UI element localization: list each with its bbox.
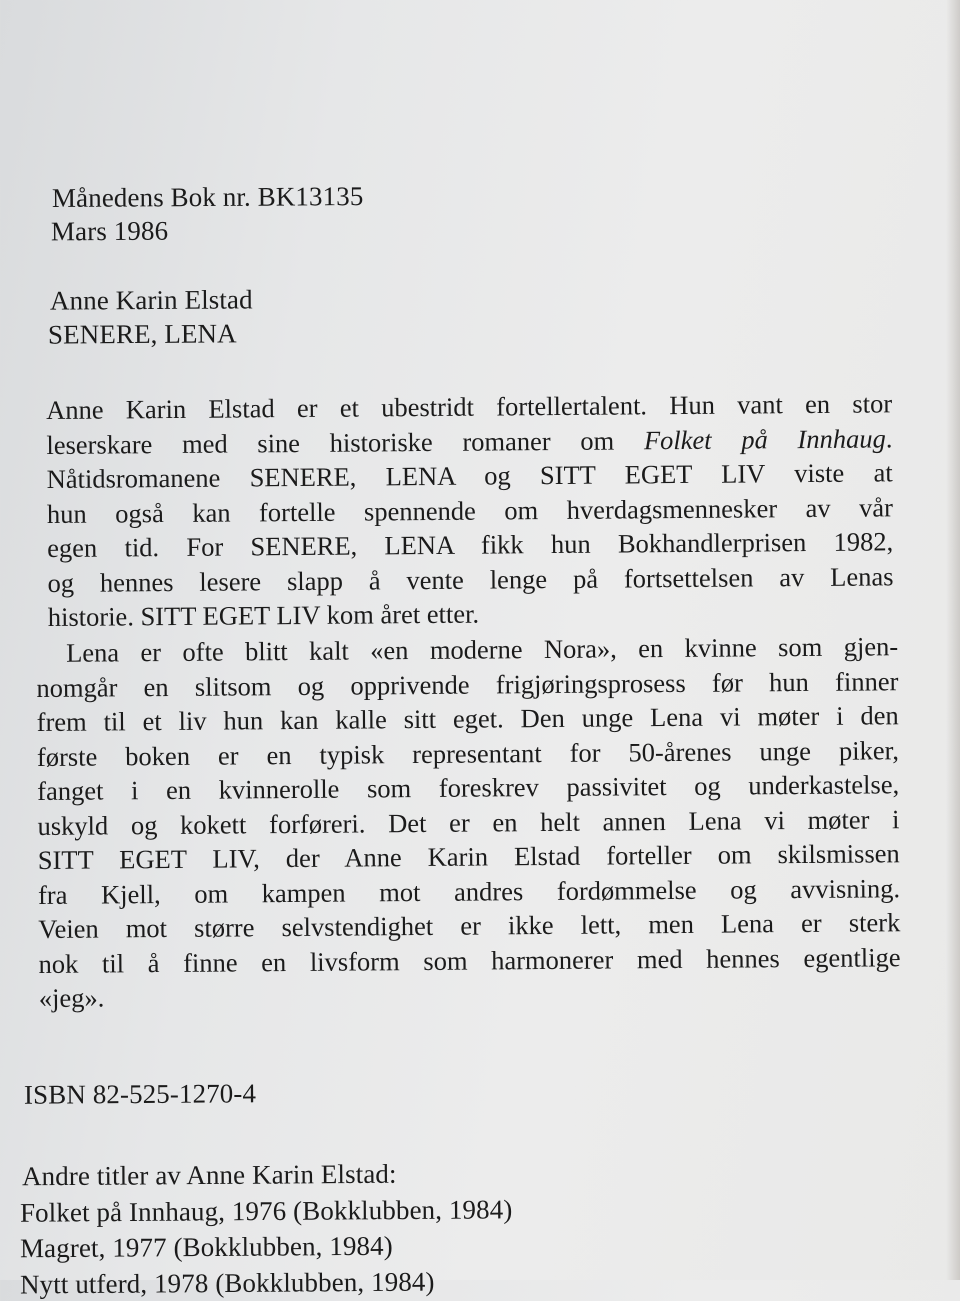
other-title-item: Nytt utferd, 1978 (Bokklubben, 1984) bbox=[19, 1266, 435, 1300]
description-paragraph-1 bbox=[46, 386, 894, 634]
page-edge-shadow bbox=[946, 0, 960, 1280]
author-name: Anne Karin Elstad bbox=[49, 284, 253, 316]
club-number-line: Månedens Bok nr. BK13135 bbox=[51, 181, 364, 213]
paragraph-line-with-italic: leserskare med sine historiske romaner om Folket på Innhaug. bbox=[46, 422, 893, 460]
paragraph-line: Anne Karin Elstad er et ubestridt fortellertalent. Hun vant en stor bbox=[46, 388, 893, 425]
paragraph-line: fra Kjell, om kampen mot andres fordømmelse og avvisning. bbox=[37, 872, 901, 910]
paragraph-line: frem til et liv hun kan kalle sitt eget. Den unge Lena vi møter i den bbox=[36, 700, 899, 737]
paragraph-line: nomgår en slitsom og opprivende frigjøringsprosess før hun finner bbox=[36, 665, 899, 703]
paragraph-line: fanget i en kvinnerolle som foreskrev passivitet og underkastelse, bbox=[37, 769, 900, 806]
paragraph-line: nok til å finne en livsform som harmonerer med hennes egentlige bbox=[38, 941, 901, 979]
paragraph-line: første boken er en typisk representant for 50-årenes unge piker, bbox=[36, 734, 900, 772]
paragraph-line: SITT EGET LIV, der Anne Karin Elstad forteller om skilsmissen bbox=[37, 838, 900, 875]
other-titles-heading: Andre titler av Anne Karin Elstad: bbox=[21, 1158, 397, 1192]
other-title-item: Magret, 1977 (Bokklubben, 1984) bbox=[19, 1230, 393, 1264]
paragraph-line: hun også kan fortelle spennende om hverdagsmennesker av vår bbox=[46, 491, 894, 529]
paragraph-line: egen tid. For SENERE, LENA fikk hun Bokhandlerprisen 1982, bbox=[47, 526, 894, 563]
italic-book-title: Folket på Innhaug bbox=[643, 422, 886, 455]
book-title: SENERE, LENA bbox=[47, 318, 237, 350]
paragraph-line: historie. SITT EGET LIV kom året etter. bbox=[47, 598, 480, 632]
description-paragraph-2 bbox=[36, 629, 901, 1015]
paragraph-line: Nåtidsromanene SENERE, LENA og SITT EGET LIV viste at bbox=[46, 457, 893, 494]
paragraph-line: Lena er ofte blitt kalt «en moderne Nora», en kvinne som gjen- bbox=[66, 631, 899, 668]
cropped-line-container bbox=[0, 1258, 960, 1298]
other-title-item: Folket på Innhaug, 1976 (Bokklubben, 1984) bbox=[19, 1194, 513, 1228]
paragraph-line: Veien mot større selvstendighet er ikke lett, men Lena er sterk bbox=[38, 907, 901, 944]
isbn-number: ISBN 82-525-1270-4 bbox=[23, 1078, 257, 1110]
paragraph-line: uskyld og kokett forføreri. Det er en helt annen Lena vi møter i bbox=[37, 803, 900, 841]
paragraph-line: og hennes lesere slapp å vente lenge på fortsettelsen av Lenas bbox=[47, 560, 894, 598]
date-line: Mars 1986 bbox=[50, 215, 169, 247]
paragraph-line: «jeg». bbox=[38, 982, 105, 1013]
